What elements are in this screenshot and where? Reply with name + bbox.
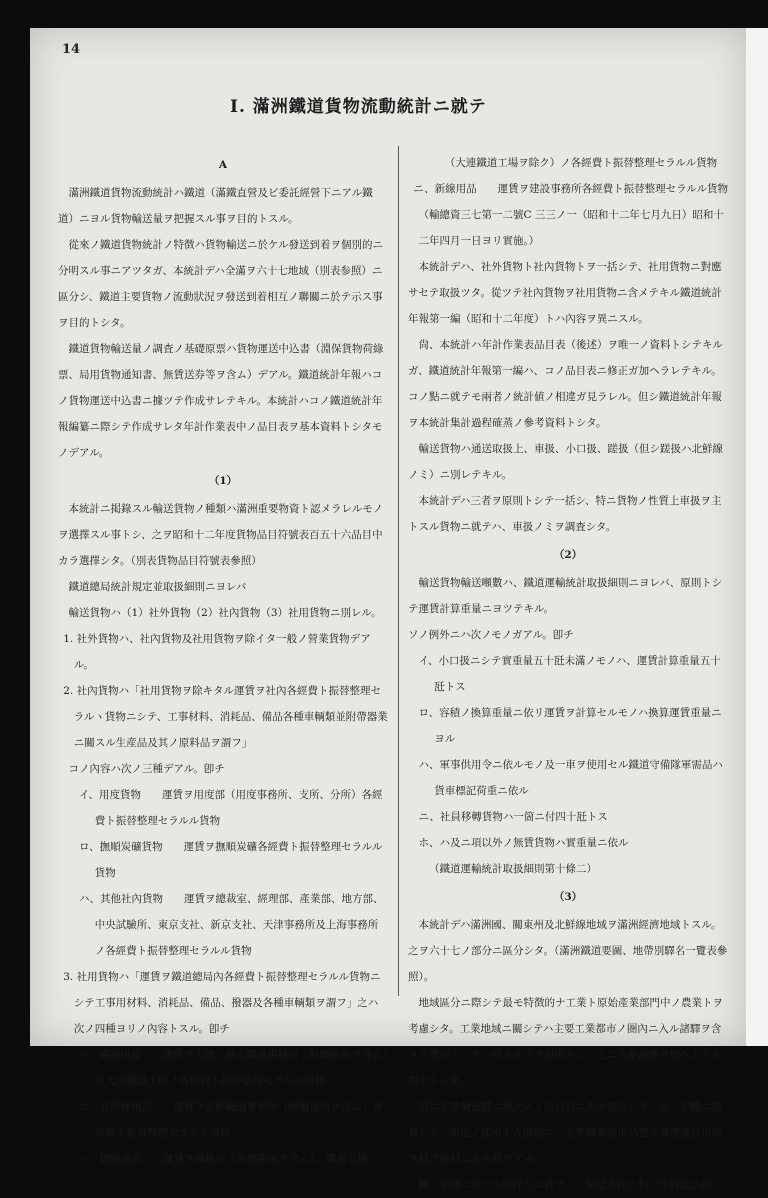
exception-item: ニ、社員移轉貨物ハ一箇ニ付四十瓩トス	[418, 811, 608, 823]
section-1-heading: （1）	[208, 475, 238, 487]
sub-list-item: ロ、撫順炭礦貨物 運賃ヲ撫順炭礦各經費ト振替整理セラルル貨物	[79, 841, 383, 879]
paragraph: 鐵道貨物輸送量ノ調査ノ基礎原票ハ貨物運送中込書（淵保貨物荷綠票、局用貨物通知書、無賃送券等ヲ含ム）デアル。鐵道統計年報ハコノ貨物運送中込書ニ據ツテ作成サレテキル。本統計ハコノ鐵道統計年報編纂ニ際シテ作成サレタ年計作業表中ノ品目表ヲ基本資料トシタモノデアル。	[58, 343, 384, 459]
paragraph: 鐵道總局統計規定並取扱細則ニヨレバ	[68, 581, 247, 593]
exception-item: ロ、容積ノ換算重量ニ依リ運賃ヲ計算セルモノハ換算運賃重量ニヨル	[418, 707, 722, 745]
continued-text: （大連鐵道工場ヲ除ク）ノ各經費ト振替整理セラルル貨物	[444, 157, 718, 169]
paragraph: 滿洲鐵道貨物流動統計ハ鐵道（滿鐵直營及ビ委託經營下ニアル鐵道）ニヨル貨物輸送量ヲ把握スル事ヲ目的トスル。	[58, 187, 373, 225]
paragraph: 地域區分ニ際シテ最モ特徴的ナ工業ト原始產業部門中ノ農業トヲ考慮シタ。工業地域ニ關シテハ主要工業都市ノ圏內ニ入ル諸驛ヲ含メテ都市トシテ一括スルノヲ原則トシ、之ニ主要海港ヲ加ヘテ十五都市トシタ。	[408, 997, 723, 1087]
sub-list-item: ハ、其他社內貨物 運賃ヲ總裁室、經理部、產業部、地方部、中央試驗所、東京支社、新京支社、天津事務所及上海事務所ノ各經費ト振替整理セラルル貨物	[79, 893, 384, 957]
paragraph: 本統計デハ三者ヲ原則トシテ一括シ、特ニ貨物ノ性質上車扱ヲ主トスル貨物ニ就テハ、車扱ノミヲ調査シタ。	[408, 495, 722, 533]
paragraph: 輸送貨物ハ（1）社外貨物（2）社內貨物（3）社用貨物ニ別レル。	[68, 607, 382, 619]
list-item: 3. 社用貨物ハ「運賃ヲ鐵道總局內各經費ト振替整理セラルル貨物ニシテ工事用材料、消耗品、備品、撥器及各種車輌類ヲ謂フ」之ハ次ノ四種ヨリノ內容トスル。卽チ	[63, 971, 381, 1035]
exception-item: イ、小口扱ニシテ實重量五十瓩未滿ノモノハ、運賃計算重量五十瓩トス	[418, 655, 721, 693]
paragraph: 尙、本統計ハ年計作業表品目表（後述）ヲ唯一ノ資料トシテキルガ、鐵道統計年報第一編ハ、コノ品目表ニ修正ガ加ヘラレテキル。コノ點ニ就テモ兩者ノ統計値ノ相違ガ見ラレル。但シ鐵道統計年報ヲ本統計集計過程確蒸ノ參考資料トシタ。	[408, 339, 723, 429]
regulation-note: （輸總資三七第一二號C 三三ノ一（昭和十二年七月九日）昭和十二年四月一日ヨリ實施。）	[418, 209, 724, 247]
paragraph: 本統計デハ滿洲國、關東州及北鮮線地域ヲ滿洲經濟地域トスル。之ヲ六十七ノ部分ニ區分シタ。（滿洲鐵道要圖、地帶別驛名一覽表參照）。	[408, 919, 728, 983]
paragraph: 從來ノ鐵道貨物統計ノ特徴ハ貨物輸送ニ於ケル發送到着ヲ個別的ニ分明スル事ニアツタガ、本統計デハ全滿ヲ六十七地域（別表参照）ニ區分シ、鐵道主要貨物ノ流動狀況ヲ發送到着相互ノ聯關ニ於テ示ス事ヲ目的トシタ。	[58, 239, 383, 329]
paragraph: 輸送貨物輸送噸數ハ、鐵道運輸統計取扱細則ニヨレバ、原則トシテ運賃計算重量ニヨツテキル。	[408, 577, 723, 615]
list-note: コノ內容ハ次ノ三種デアル。卽チ	[68, 763, 225, 775]
column-divider	[398, 146, 399, 996]
paragraph: 本統計ニ掲錄スル輸送貨物ノ種類ハ滿洲重要物資ト認メラレルモノヲ選擇スル事トシ、之ヲ昭和十二年度貨物品目符號表百五十六品目中カラ選擇シタ。（別表貨物品目符號表參照）	[58, 503, 384, 567]
section-2-heading: （2）	[553, 549, 583, 561]
paragraph: 本統計デハ、社外貨物ト社內貨物トヲ一括シテ、社用貨物ニ對應サセテ取扱ツタ。從ツテ社內貨物ヲ社用貨物ニ含メテキル鐵道統計年報第一編（昭和十二年度）トハ內容ヲ異ニスル。	[408, 261, 722, 325]
sub-list-item: ロ、北鮮線用品 運賃ヲ北鮮鐵道事務所（附屬箇所ヲ含ム）各經費ト振替整理セラルル貨物	[79, 1101, 384, 1139]
right-column	[408, 150, 728, 1198]
page-edge	[746, 28, 768, 1046]
paragraph: 輸送貨物ハ通送取扱上、車扱、小口扱、蹉扱（但シ蹉扱ハ北鮮線ノミ）ニ別レテキル。	[408, 443, 723, 481]
page-title: I. 滿洲鐵道貨物流動統計ニ就テ	[230, 97, 487, 117]
left-column	[58, 150, 388, 1172]
sub-list-item: ニ、新線用品 運賃ヲ建設事務所各經費ト振替整理セラルル貨物	[413, 183, 728, 195]
sub-list-item: イ、鐵線用品 運賃ヲ大連、奉天鐵道事務所（附屬箇所ヲ含ム）及大連鐵道工場ノ各經費ト振替整理セラルル貨物	[79, 1049, 388, 1087]
page-number: 14	[62, 42, 81, 57]
list-item: 2. 社內貨物ハ「社用貨物ヲ除キタル運賃ヲ社內各經費ト振替整理セラルヽ貨物ニシテ、工事材料、消耗品、備品各種車輌類並附帶器業ニ關スル生産品及其ノ原料品ヲ謂フ」	[63, 685, 388, 749]
paragraph: 別ニ主要發送驛ニ就テノミ品目別ニ夫々抽出シテ、表ノ下欄ニ掲載シタ。前述ノ都市ト入別個ニ、主要鑛業都市乃至主要農產品市場ヲ伺フ資料ニスル爲デアル。	[408, 1101, 723, 1165]
sub-list-item: ハ、國線用品 運賃ヲ鐵路局（附屬箇所ヲ含ム）、鐵道工場	[79, 1153, 368, 1165]
exception-item: ハ、軍事供用令ニ依ルモノ及一車ヲ使用セル鐵道守備隊軍需品ハ貨車標記荷重ニ依ル	[418, 759, 723, 797]
sub-list-item: イ、用度貨物 運賃ヲ用度部（用度事務所、支所、分所）各經費ト振替整理セラルル貨物	[79, 789, 383, 827]
section-a-heading: A	[218, 159, 228, 171]
paragraph: 驛ノ中間ニ於ケル積降シニ就テハ、輸送方向ニ對シテ發送ニ就	[418, 1179, 712, 1191]
list-item: 1. 社外貨物ハ、社內貨物及社用貨物ヲ除イタ一般ノ營業貨物デアル。	[63, 633, 371, 671]
section-3-heading: （3）	[553, 891, 583, 903]
paragraph: ソノ例外ニハ次ノモノガアル。卽チ	[408, 629, 574, 641]
regulation-note: （鐵道運輸統計取扱細則第十條二）	[429, 863, 597, 875]
exception-item: ホ、ハ及ニ項以外ノ無賃貨物ハ實重量ニ依ル	[418, 837, 629, 849]
